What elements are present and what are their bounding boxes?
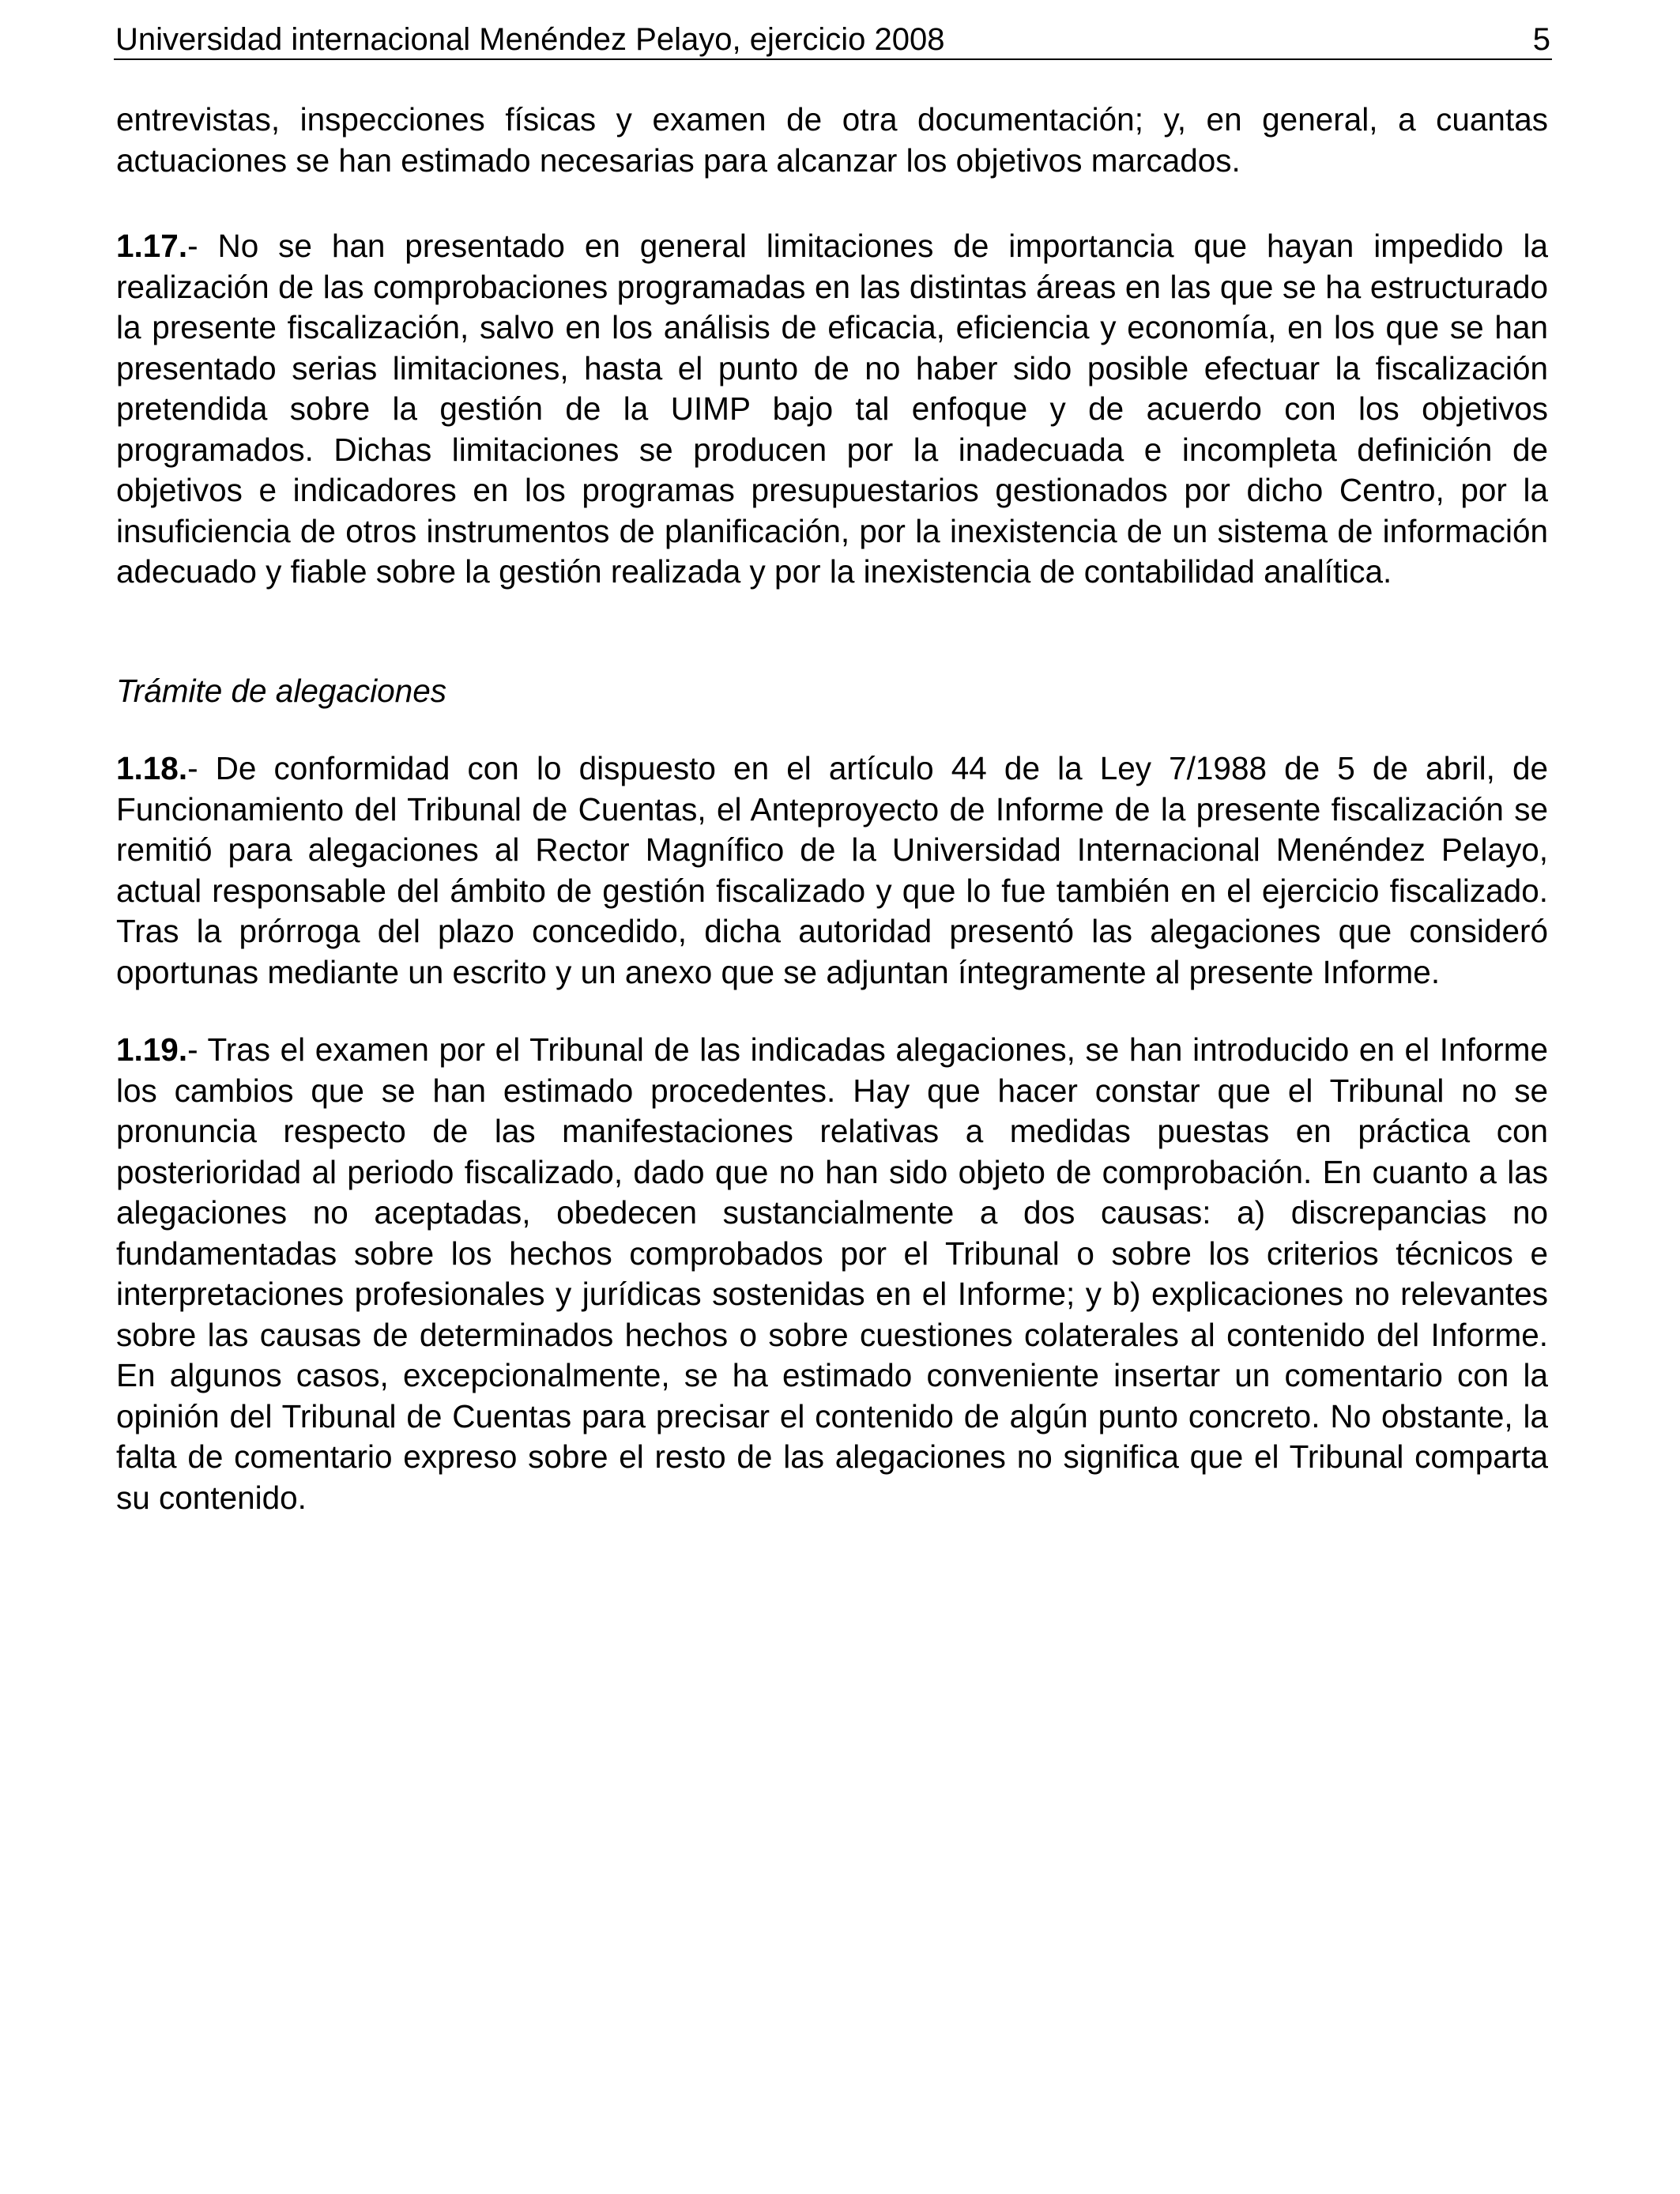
paragraph-text: - De conformidad con lo dispuesto en el artículo 44 de la Ley 7/1988 de 5 de abril, de Funcionamiento del Tribunal de Cuentas, el Anteproyecto de Informe de la presente fiscalización se remitió para alegaciones al Rector Magnífico de la Universidad Internacional Menéndez Pelayo, actual responsable del ámbito de gestión fiscalizado y que lo fue también en el ejercicio fiscalizado. Tras la prórroga del plazo concedido, dicha autoridad presentó las alegaciones que consideró oportunas mediante un escrito y un anexo que se adjuntan íntegramente al presente Informe.: [116, 750, 1548, 990]
paragraph-number: 1.17.: [116, 228, 188, 264]
paragraph-1-19: [116, 1030, 1548, 1518]
paragraph-text: - No se han presentado en general limitaciones de importancia que hayan impedido la realización de las comprobaciones programadas en las distintas áreas en las que se ha estructurado la presente fiscalización, salvo en los análisis de eficacia, eficiencia y economía, en los que se han presentado serias limitaciones, hasta el punto de no haber sido posible efectuar la fiscalización pretendida sobre la gestión de la UIMP bajo tal enfoque y de acuerdo con los objetivos programados. Dichas limitaciones se producen por la inadecuada e incompleta definición de objetivos e indicadores en los programas presupuestarios gestionados por dicho Centro, por la insuficiencia de otros instrumentos de planificación, por la inexistencia de un sistema de información adecuado y fiable sobre la gestión realizada y por la inexistencia de contabilidad analítica.: [116, 228, 1548, 590]
paragraph-continuation: entrevistas, inspecciones físicas y examen de otra documentación; y, en general, a cuantas actuaciones se han estimado necesarias para alcanzar los objetivos marcados.: [116, 101, 1548, 179]
paragraph-number: 1.18.: [116, 750, 188, 786]
paragraph-1-18: [116, 748, 1548, 993]
header-title: Universidad internacional Menéndez Pelayo, ejercicio 2008: [115, 22, 945, 57]
page-number: 5: [1532, 22, 1550, 57]
document-body: [116, 100, 1548, 1518]
paragraph-text: - Tras el examen por el Tribunal de las indicadas alegaciones, se han introducido en el Informe los cambios que se han estimado procedentes. Hay que hacer constar que el Tribunal no se pronuncia respecto de las manifestaciones relativas a medidas puestas en práctica con posterioridad al periodo fiscalizado, dado que no han sido objeto de comprobación. En cuanto a las alegaciones no aceptadas, obedecen sustancialmente a dos causas: a) discrepancias no fundamentadas sobre los hechos comprobados por el Tribunal o sobre los criterios técnicos e interpretaciones profesionales y jurídicas sostenidas en el Informe; y b) explicaciones no relevantes sobre las causas de determinados hechos o sobre cuestiones colaterales al contenido del Informe. En algunos casos, excepcionalmente, se ha estimado conveniente insertar un comentario con la opinión del Tribunal de Cuentas para precisar el contenido de algún punto concreto. No obstante, la falta de comentario expreso sobre el resto de las alegaciones no significa que el Tribunal comparta su contenido.: [116, 1031, 1548, 1516]
paragraph-1-17: [116, 226, 1548, 593]
section-title: Trámite de alegaciones: [116, 672, 446, 709]
paragraph-number: 1.19.: [116, 1031, 188, 1068]
page-header: [114, 14, 1552, 60]
